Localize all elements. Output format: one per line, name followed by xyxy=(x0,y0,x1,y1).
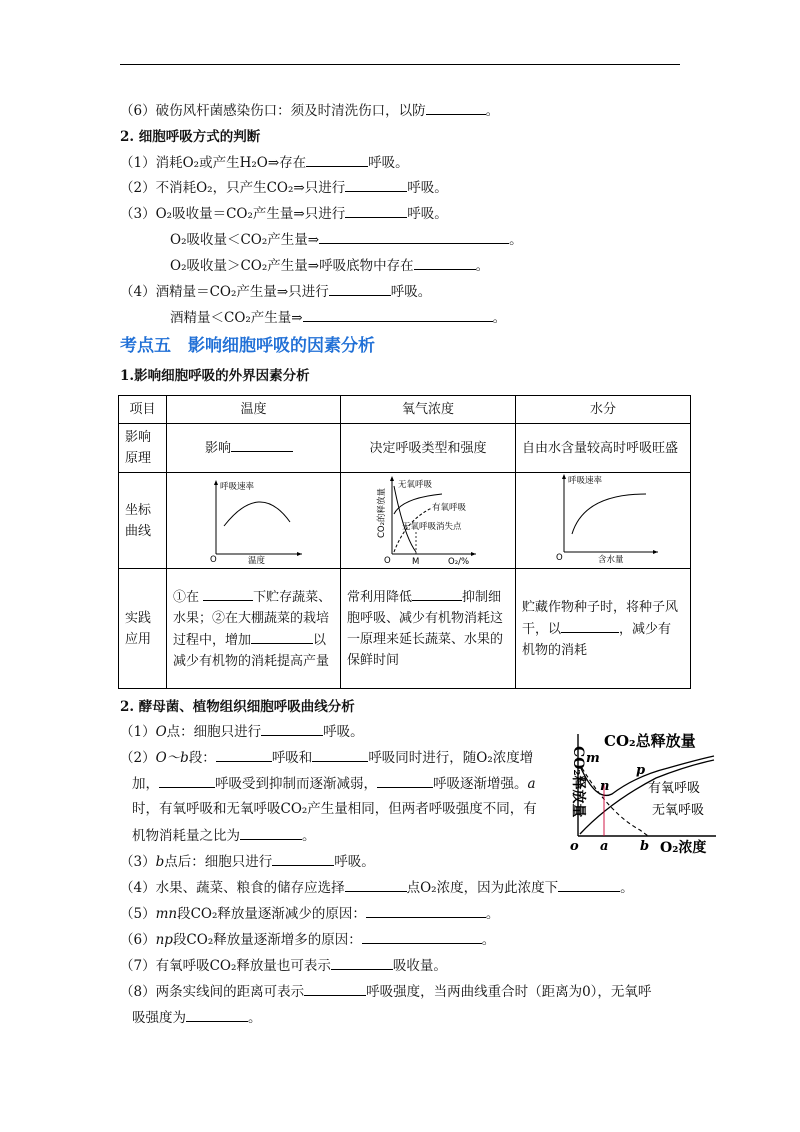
yeast-4: （4）水果、蔬菜、粮食的储存应选择 点O₂浓度，因为此浓度下 。 xyxy=(120,877,634,898)
blank[interactable] xyxy=(561,618,619,633)
origin-label: O xyxy=(556,553,563,563)
y-label: CO₂释放量 xyxy=(570,746,586,818)
blank[interactable] xyxy=(251,629,313,644)
origin-label: O xyxy=(210,555,217,564)
legend-aerobic: 有氧呼吸 xyxy=(432,503,467,513)
origin-label: o xyxy=(570,839,579,854)
yeast-2-cont: 时，有氧呼吸和无氧呼吸CO₂产生量相同，但两者呼吸强度不同，有 xyxy=(132,801,537,817)
blank[interactable] xyxy=(345,203,407,218)
blank[interactable] xyxy=(186,1007,248,1022)
legend-anaerobic: 无氧呼吸 xyxy=(398,480,433,490)
yeast-respiration-graph xyxy=(556,726,726,858)
m-label: M xyxy=(412,557,420,566)
blank[interactable] xyxy=(345,877,407,892)
b-label: b xyxy=(640,839,650,854)
blank[interactable] xyxy=(362,929,482,944)
y-label: 呼吸速率 xyxy=(568,476,603,486)
blank[interactable] xyxy=(331,955,393,970)
origin-label: O xyxy=(384,556,391,566)
subsection-title: 1.影响细胞呼吸的外界因素分析 xyxy=(120,368,310,384)
blank[interactable] xyxy=(216,747,272,762)
blank[interactable] xyxy=(303,307,493,322)
blank[interactable] xyxy=(261,721,323,736)
yeast-7: （7）有氧呼吸CO₂释放量也可表示 吸收量。 xyxy=(120,955,447,976)
legend-vanish-point: 无氧呼吸消失点 xyxy=(402,522,462,532)
item-6: （6）破伤风杆菌感染伤口：须及时清洗伤口，以防 。 xyxy=(120,100,499,121)
temperature-graph xyxy=(200,476,310,564)
cell-temp-principle: 影响 xyxy=(167,424,341,473)
th-o2: 氧气浓度 xyxy=(341,396,516,424)
th-water: 水分 xyxy=(516,396,691,424)
row-label: 坐标曲线 xyxy=(119,473,167,569)
x-label: 温度 xyxy=(248,556,266,564)
cell-o2-principle: 决定呼吸类型和强度 xyxy=(341,424,516,473)
blank[interactable] xyxy=(306,152,368,167)
cell-water-apply: 贮藏作物种子时，将种子风干，以 ，减少有机物的消耗 xyxy=(516,569,691,689)
total-label: CO₂总释放量 xyxy=(604,732,696,750)
blank[interactable] xyxy=(240,825,302,840)
oxygen-graph xyxy=(372,474,482,566)
yeast-3: （3）b点后：细胞只进行 呼吸。 xyxy=(120,851,375,872)
aerobic-label: 有氧呼吸 xyxy=(648,781,701,796)
yeast-2: （2）O～b段： 呼吸和 呼吸同时进行，随O₂浓度增 xyxy=(120,747,533,768)
yeast-1: （1）O点：细胞只进行 呼吸。 xyxy=(120,721,364,742)
row-label: 实践应用 xyxy=(119,569,167,689)
blank[interactable] xyxy=(426,100,486,115)
blank[interactable] xyxy=(412,586,462,601)
th-item: 项目 xyxy=(119,396,167,424)
y-label: 呼吸速率 xyxy=(220,482,255,492)
blank[interactable] xyxy=(377,773,433,788)
x-label: O₂浓度 xyxy=(660,840,707,856)
row-label: 影响原理 xyxy=(119,424,167,473)
yeast-2-cont: 机物消耗量之比为 。 xyxy=(132,825,316,846)
blank[interactable] xyxy=(319,229,509,244)
yeast-8: （8）两条实线间的距离可表示 呼吸强度，当两曲线重合时（距离为0），无氧呼 xyxy=(120,981,651,1002)
judge-4: （4）酒精量＝CO₂产生量⇒只进行 呼吸。 xyxy=(120,281,431,302)
judge-3b: O₂吸收量＜CO₂产生量⇒ 。 xyxy=(170,229,523,250)
blank[interactable] xyxy=(231,437,293,452)
header-rule xyxy=(120,64,680,65)
yeast-6: （6）np段CO₂释放量逐渐增多的原因： 。 xyxy=(120,929,495,950)
x-label: 含水量 xyxy=(598,555,624,564)
m-label: m xyxy=(586,751,600,766)
blank[interactable] xyxy=(329,281,391,296)
anaerobic-label: 无氧呼吸 xyxy=(652,803,705,818)
blank[interactable] xyxy=(345,177,407,192)
blank[interactable] xyxy=(272,851,334,866)
blank[interactable] xyxy=(304,981,366,996)
blank[interactable] xyxy=(312,747,368,762)
yeast-5: （5）mn段CO₂释放量逐渐减少的原因： 。 xyxy=(120,903,499,924)
y-label: CO₂的释放量 xyxy=(377,487,387,538)
th-temp: 温度 xyxy=(167,396,341,424)
p-label: p xyxy=(636,763,646,778)
section-title: 2. 细胞呼吸方式的判断 xyxy=(120,129,261,145)
kaodian-title: 考点五 影响细胞呼吸的因素分析 xyxy=(120,336,375,356)
x-label: O₂/% xyxy=(448,557,470,566)
subsection-title: 2. 酵母菌、植物组织细胞呼吸曲线分析 xyxy=(120,699,355,715)
judge-3: （3）O₂吸收量＝CO₂产生量⇒只进行 呼吸。 xyxy=(120,203,448,224)
yeast-8-cont: 吸强度为 。 xyxy=(132,1007,262,1028)
yeast-2-cont: 加， 呼吸受到抑制而逐渐减弱， 呼吸逐渐增强。a xyxy=(132,773,536,794)
blank[interactable] xyxy=(366,903,486,918)
a-label: a xyxy=(600,839,609,854)
water-graph xyxy=(550,472,664,564)
blank[interactable] xyxy=(203,586,253,601)
judge-1: （1）消耗O₂或产生H₂O⇒存在 呼吸。 xyxy=(120,152,409,173)
cell-o2-apply: 常利用降低 抑制细胞呼吸、减少有机物消耗这一原理来延长蔬菜、水果的保鲜时间 xyxy=(341,569,516,689)
n-label: n xyxy=(600,779,610,794)
judge-3c: O₂吸收量＞CO₂产生量⇒呼吸底物中存在 。 xyxy=(170,255,489,276)
judge-2: （2）不消耗O₂，只产生CO₂⇒只进行 呼吸。 xyxy=(120,177,448,198)
blank[interactable] xyxy=(414,255,476,270)
blank[interactable] xyxy=(159,773,215,788)
blank[interactable] xyxy=(558,877,620,892)
cell-water-principle: 自由水含量较高时呼吸旺盛 xyxy=(516,424,691,473)
judge-4b: 酒精量＜CO₂产生量⇒ 。 xyxy=(170,307,506,328)
cell-temp-apply: ①在 下贮存蔬菜、水果；②在大棚蔬菜的栽培过程中，增加 以减少有机物的消耗提高产量 xyxy=(167,569,341,689)
